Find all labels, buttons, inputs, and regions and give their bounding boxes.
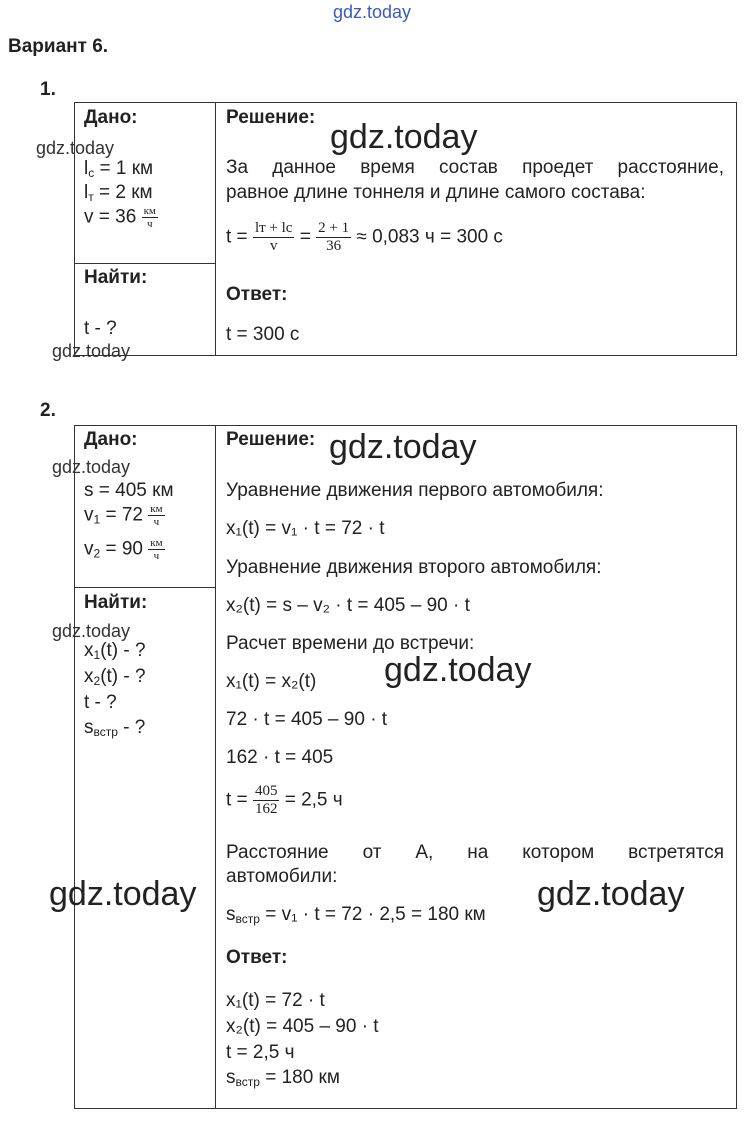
task-2-given-v1: $v_1 = 72$ $\frac{км}{ч}$ xyxy=(84,503,163,528)
task-1-given-label: Дано: xyxy=(84,107,138,128)
task-2-number: 2. xyxy=(40,400,56,421)
watermark: gdz.today xyxy=(52,457,131,477)
task-2-answer-3: t = 2,5 ч xyxy=(226,1042,295,1063)
task-2-find-x1: $x_1(t)$ - ? xyxy=(84,640,146,662)
task-2-answer-label: Ответ: xyxy=(226,947,288,968)
watermark: gdz.today xyxy=(329,428,477,466)
task-2-given-s: s = 405 км xyxy=(84,480,174,501)
task-2-find-s: $s_{встр}$ - ? xyxy=(84,717,146,739)
task-2-eq2-title: Уравнение движения второго автомобиля: xyxy=(226,557,602,578)
task-1-answer: t = 300 с xyxy=(226,324,300,345)
task-1-find: t - ? xyxy=(84,318,117,339)
watermark: gdz.today xyxy=(49,875,197,913)
task-2-dist-title-1: Расстояние от А, на котором встретятся xyxy=(226,842,724,863)
task-2-eq1: x₁(t) = v₁ · t = 72 · t xyxy=(226,518,385,539)
task-2-divider-h xyxy=(74,587,215,588)
task-2-answer-2: x₂(t) = 405 – 90 · t xyxy=(226,1016,379,1037)
watermark: gdz.today xyxy=(36,138,115,158)
task-2-answer-1: x₁(t) = 72 · t xyxy=(226,990,325,1011)
task-1-divider-v xyxy=(215,102,216,356)
task-2-eq2: x₂(t) = s – v₂ · t = 405 – 90 · t xyxy=(226,595,470,616)
task-1-given-v: v = 36 $\frac{км}{ч}$ xyxy=(84,205,156,230)
task-2-solution-label: Решение: xyxy=(226,429,316,450)
watermark: gdz.today xyxy=(330,118,478,156)
task-2-calc-1: x₁(t) = x₂(t) xyxy=(226,671,317,692)
task-1-given-lt: $l_т = 2$ км xyxy=(84,182,153,204)
task-2-eq1-title: Уравнение движения первого автомобиля: xyxy=(226,480,604,501)
task-2-given-v2: $v_2 = 90$ $\frac{км}{ч}$ xyxy=(84,537,163,562)
task-2-answer-4: $s_{встр} = 180$ км xyxy=(226,1067,340,1089)
task-2-find-label: Найти: xyxy=(84,592,148,613)
task-2-calc-2: 72 · t = 405 – 90 · t xyxy=(226,709,388,730)
task-2-divider-v xyxy=(215,425,216,1109)
task-1-divider-h xyxy=(74,263,215,264)
watermark-top: gdz.today xyxy=(333,2,412,22)
variant-title: Вариант 6. xyxy=(8,36,109,57)
task-2-dist-title-2: автомобили: xyxy=(226,866,338,887)
task-1-solution-text-1: За данное время состав проедет расстояние, xyxy=(226,157,724,178)
watermark: gdz.today xyxy=(52,621,131,641)
task-2-dist: $s_{встр} = v_1 \cdot t = 72 \cdot 2,5 = 180$ км xyxy=(226,904,486,926)
watermark: gdz.today xyxy=(384,651,532,689)
task-1-given-lc: $l_с = 1$ км xyxy=(84,158,154,180)
watermark: gdz.today xyxy=(52,341,131,361)
task-1-formula: t = $\frac{lт + lс}{v}$ = $\frac{2 + 1}{36}$ ≈ 0,083 ч = 300 с xyxy=(226,220,503,254)
task-1-number: 1. xyxy=(40,79,56,100)
task-2-find-t: t - ? xyxy=(84,692,117,713)
task-1-solution-label: Решение: xyxy=(226,107,316,128)
task-2-table xyxy=(74,425,737,1109)
task-1-solution-text-2: равное длине тоннеля и длине самого состава: xyxy=(226,182,646,203)
task-1-answer-label: Ответ: xyxy=(226,284,288,305)
task-2-calc-3: 162 · t = 405 xyxy=(226,747,334,768)
watermark: gdz.today xyxy=(537,875,685,913)
task-1-find-label: Найти: xyxy=(84,267,148,288)
task-2-calc-4: t = $\frac{405}{162}$ = 2,5 ч xyxy=(226,783,343,817)
task-2-given-label: Дано: xyxy=(84,429,138,450)
task-2-find-x2: $x_2(t)$ - ? xyxy=(84,666,146,688)
task-2-calc-title: Расчет времени до встречи: xyxy=(226,633,475,654)
